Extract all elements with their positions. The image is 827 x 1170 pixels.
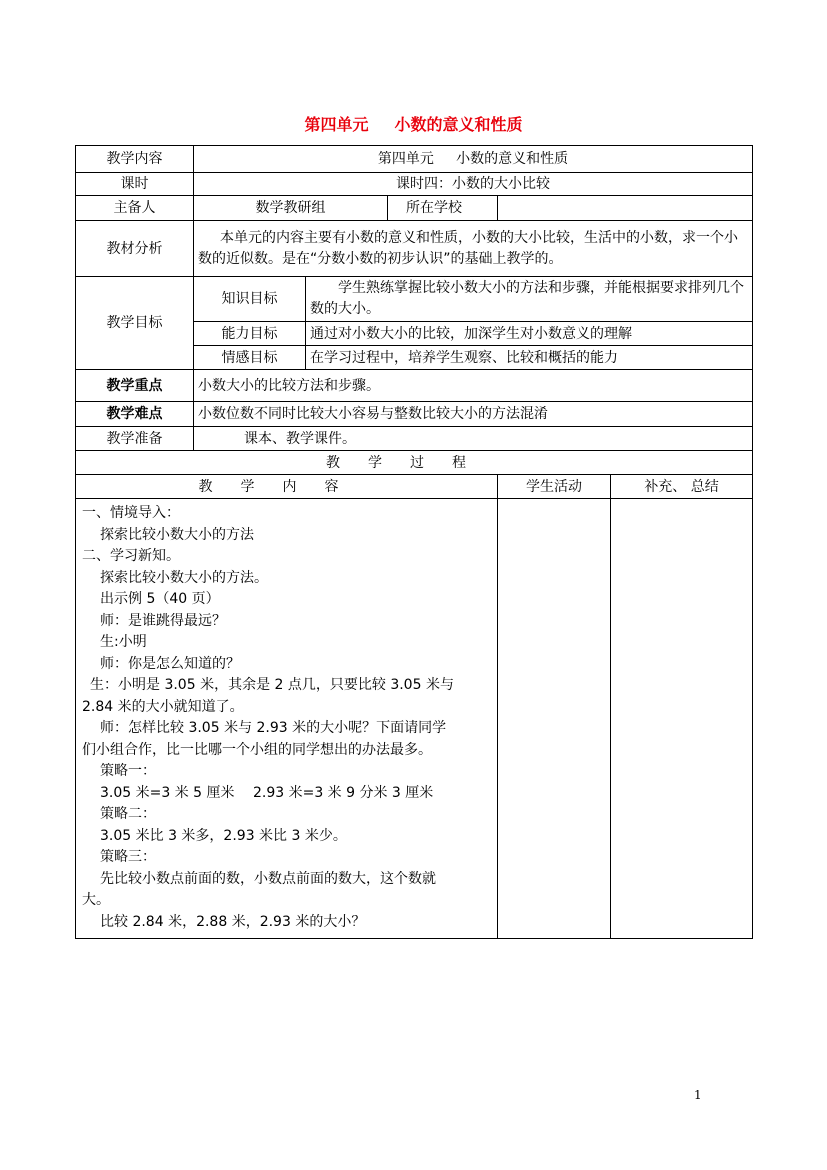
lesson-body-line: 3.05 米比 3 米多，2.93 米比 3 米少。 [100,827,347,844]
lesson-body-line: 师：你是怎么知道的？ [100,655,240,672]
row-lesson [76,173,753,196]
content-value-unit: 第四单元 [377,151,434,167]
lesson-body-line: 策略二： [100,806,156,822]
row-key [76,370,753,402]
goal-emotion-value: 在学习过程中，培养学生观察、比较和概括的能力 [306,346,753,370]
lesson-label: 课时 [76,173,194,196]
lesson-body-line: 探索比较小数大小的方法 [100,526,254,543]
row-content [76,146,753,173]
row-body [76,499,753,939]
prep-label: 教学准备 [76,427,194,451]
lesson-body-line: 比较 2.84 米，2.88 米，2.93 米的大小？ [100,913,366,930]
key-label: 教学重点 [76,370,194,402]
title-topic: 小数的意义和性质 [394,115,523,134]
school-value [498,196,753,221]
lesson-body-line: 们小组合作，比一比哪一个小组的同学想出的办法最多。 [82,741,432,758]
lesson-body-line: 2.84 米的大小就知道了。 [82,698,244,715]
analysis-label: 教材分析 [76,221,194,277]
process-heading: 教 学 过 程 [76,451,753,475]
goal-ability-value: 通过对小数大小的比较，加深学生对小数意义的理解 [306,322,753,346]
key-value: 小数大小的比较方法和步骤。 [194,370,753,402]
row-preparer [76,196,753,221]
analysis-text: 本单元的内容主要有小数的意义和性质，小数的大小比较，生活中的小数，求一个小数的近似数。是在“分数小数的初步认识”的基础上教学的。 [198,229,738,267]
row-difficulty [76,402,753,427]
goals-label: 教学目标 [76,277,194,370]
student-activity-cell [498,499,611,939]
preparer-label: 主备人 [76,196,194,221]
row-prep [76,427,753,451]
col-content-header: 教 学 内 容 [76,475,498,499]
col-activity-header: 学生活动 [498,475,611,499]
lesson-body-line: 3.05 米=3 米 5 厘米 2.93 米=3 米 9 分米 3 厘米 [100,784,434,801]
lesson-body [76,499,498,939]
analysis-value [194,221,753,277]
difficulty-label: 教学难点 [76,402,194,427]
document-title [0,112,827,135]
row-goal-knowledge [76,277,753,322]
lesson-body-line: 师：怎样比较 3.05 米与 2.93 米的大小呢？下面请同学 [100,720,447,736]
content-value-topic: 小数的意义和性质 [456,151,569,167]
school-label: 所在学校 [388,196,498,221]
difficulty-value: 小数位数不同时比较大小容易与整数比较大小的方法混淆 [194,402,753,427]
lesson-body-line: 策略三： [100,849,156,865]
lesson-plan-table [75,145,753,939]
lesson-body-line: 探索比较小数大小的方法。 [100,569,268,586]
lesson-body-line: 一、情境导入： [82,505,180,521]
row-column-headers [76,475,753,499]
lesson-body-line: 策略一： [100,763,156,779]
lesson-body-line: 生：小明是 3.05 米，其余是 2 点几，只要比较 3.05 米与 [90,677,454,693]
col-notes-header: 补充、 总结 [611,475,753,499]
prep-value: 课本、教学课件。 [194,427,753,451]
row-process-heading [76,451,753,475]
lesson-body-line: 大。 [82,892,110,908]
goal-knowledge-value [306,277,753,322]
row-analysis [76,221,753,277]
content-value [194,146,753,173]
goal-knowledge-label: 知识目标 [194,277,306,322]
notes-cell [611,499,753,939]
lesson-body-line: 先比较小数点前面的数，小数点前面的数大，这个数就 [100,870,436,887]
lesson-body-line: 出示例 5（40 页） [100,591,220,607]
goal-ability-label: 能力目标 [194,322,306,346]
lesson-body-line: 师：是谁跳得最远？ [100,612,226,629]
goal-emotion-label: 情感目标 [194,346,306,370]
lesson-body-line: 二、学习新知。 [82,548,180,564]
lesson-value: 课时四：小数的大小比较 [194,173,753,196]
page-number: 1 [694,1088,702,1102]
goal-knowledge-text: 学生熟练掌握比较小数大小的方法和步骤，并能根据要求排列几个数的大小。 [310,280,744,317]
title-unit: 第四单元 [304,115,369,134]
content-label: 教学内容 [76,146,194,173]
lesson-body-line: 生:小明 [100,634,147,650]
preparer-value: 数学教研组 [194,196,388,221]
